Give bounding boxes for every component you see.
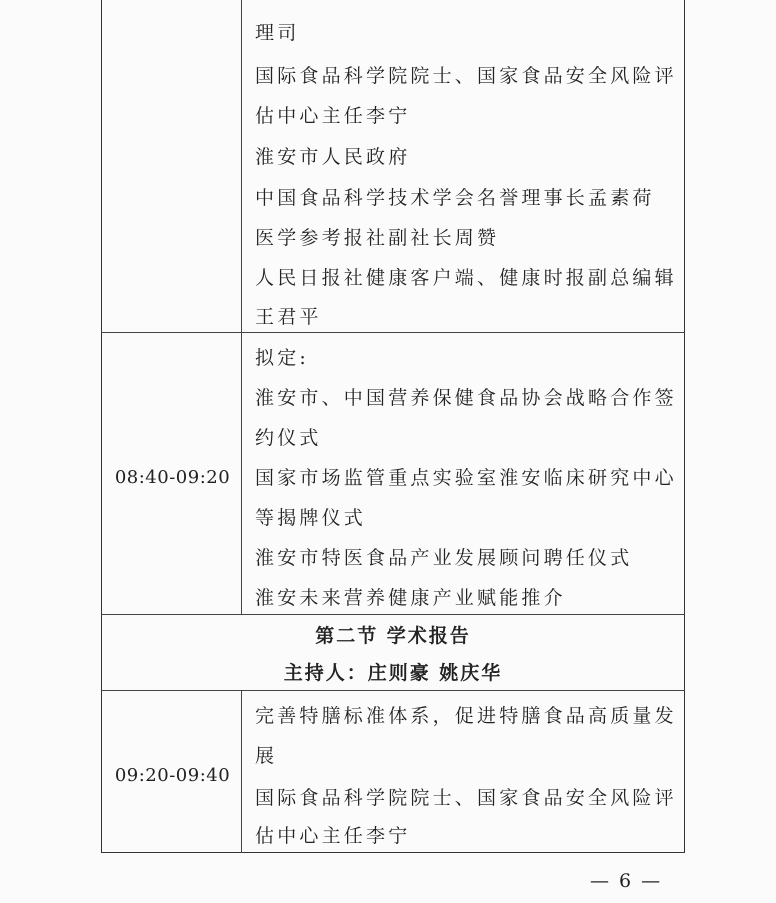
- agenda-line: 淮安市特医食品产业发展顾问聘任仪式: [255, 547, 633, 569]
- agenda-line: 国际食品科学院院士、国家食品安全风险评: [255, 65, 677, 87]
- agenda-line: 淮安未来营养健康产业赋能推介: [255, 587, 566, 609]
- agenda-line: 国际食品科学院院士、国家食品安全风险评: [255, 787, 677, 809]
- agenda-line: 估中心主任李宁: [255, 825, 411, 847]
- time-slot: 08:40-09:20: [114, 467, 231, 488]
- agenda-line: 展: [255, 745, 278, 767]
- agenda-line: 等揭牌仪式: [255, 507, 367, 529]
- agenda-line: 中国食品科学技术学会名誉理事长孟素荷: [255, 187, 655, 209]
- agenda-line: 王君平: [255, 306, 322, 328]
- agenda-line: 医学参考报社副社长周赞: [255, 227, 500, 249]
- row-divider: [101, 332, 685, 333]
- agenda-line: 约仪式: [255, 427, 322, 449]
- agenda-line: 拟定:: [255, 347, 310, 369]
- row-divider: [101, 614, 685, 615]
- row-divider: [101, 690, 685, 691]
- section-title: 第二节 学术报告: [315, 625, 471, 647]
- agenda-line: 淮安市人民政府: [255, 146, 411, 168]
- section-host: 主持人：庄则豪 姚庆华: [283, 662, 503, 684]
- agenda-line: 完善特膳标准体系，促进特膳食品高质量发: [255, 705, 677, 727]
- column-divider: [241, 0, 242, 614]
- time-slot: 09:20-09:40: [114, 765, 231, 786]
- agenda-line: 人民日报社健康客户端、健康时报副总编辑: [255, 267, 677, 289]
- page-number: — 6 —: [590, 870, 663, 892]
- agenda-line: 理司: [255, 22, 300, 44]
- agenda-line: 国家市场监管重点实验室淮安临床研究中心: [255, 467, 677, 489]
- agenda-line: 淮安市、中国营养保健食品协会战略合作签: [255, 387, 677, 409]
- agenda-line: 估中心主任李宁: [255, 105, 411, 127]
